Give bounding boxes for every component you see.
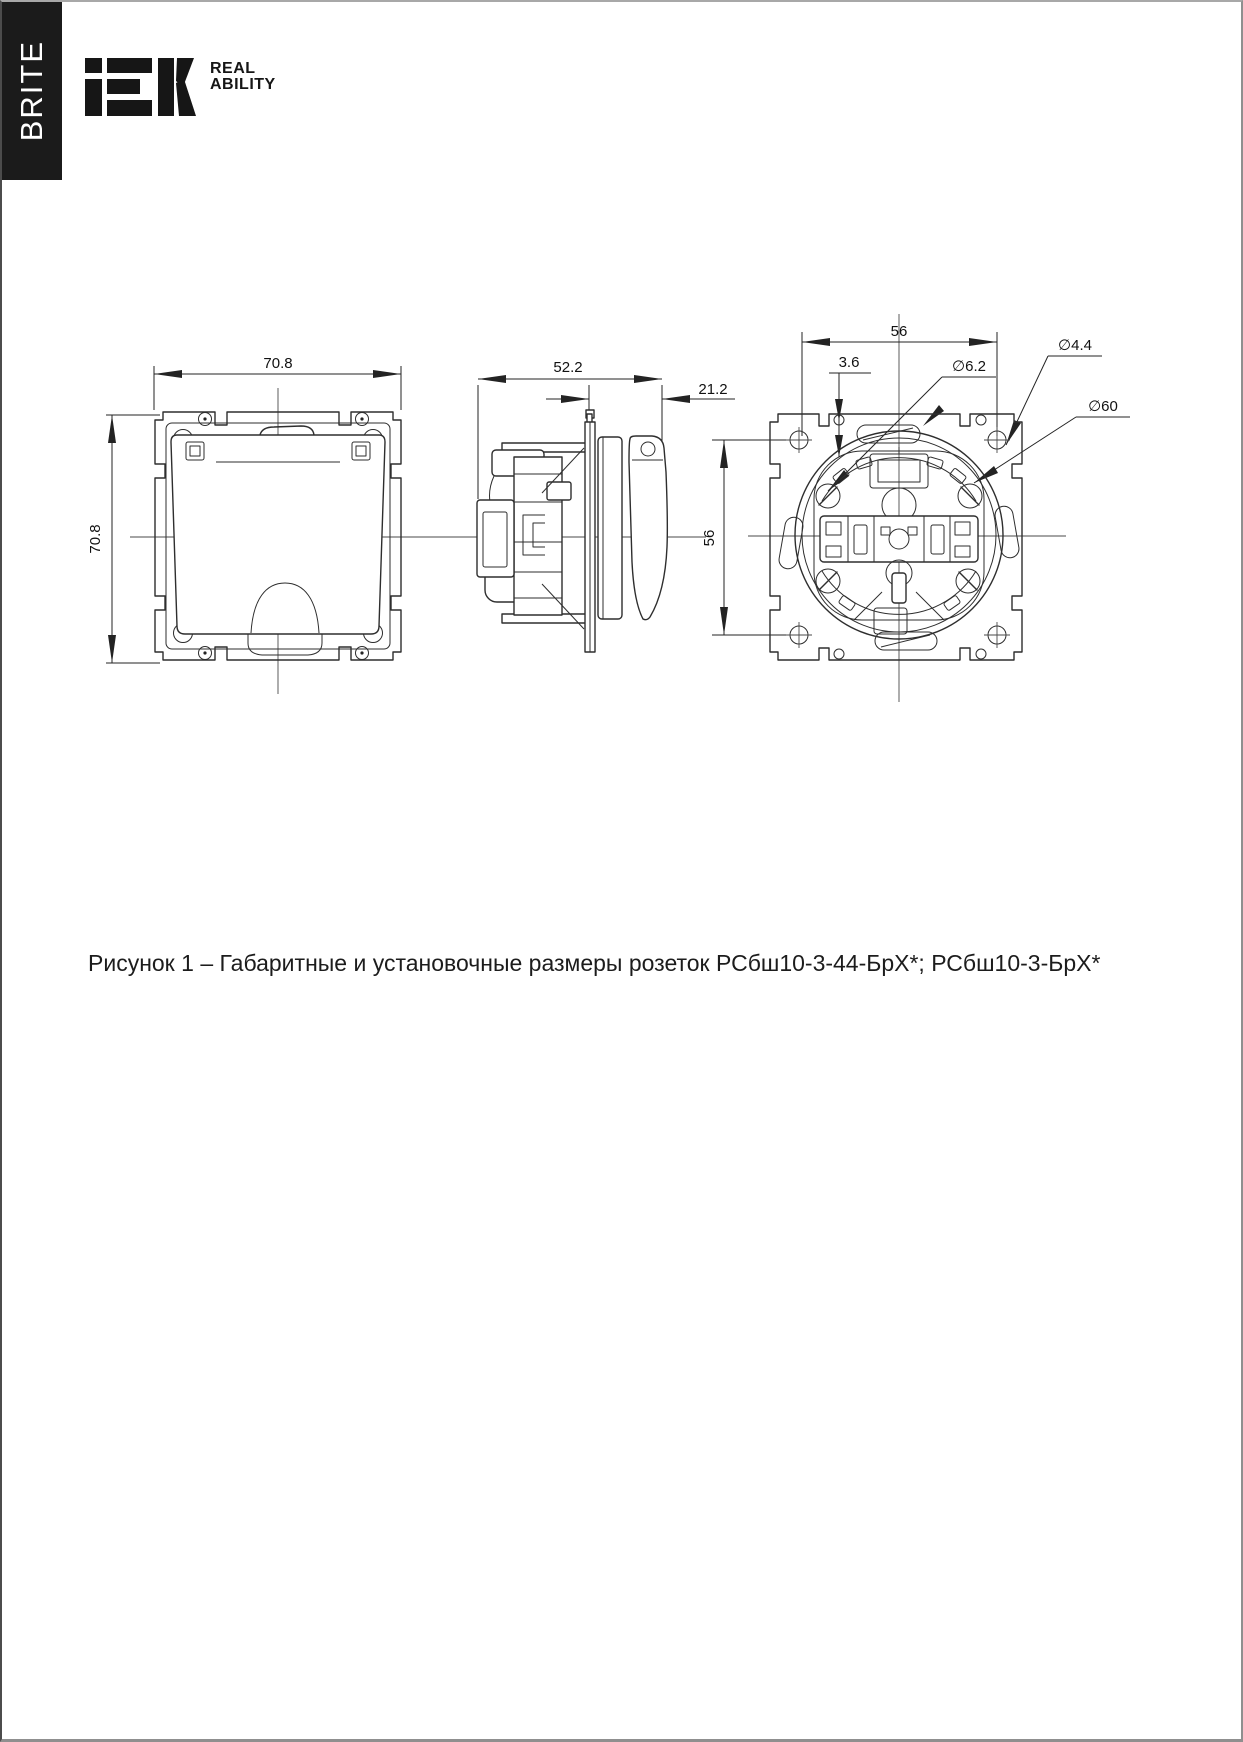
rear-view [701, 323, 1130, 660]
rear-terminal-row [820, 516, 978, 562]
rear-offset-label: 3.6 [838, 354, 860, 371]
side-mechanism [477, 410, 667, 652]
front-width-label: 70.8 [263, 355, 293, 372]
rear-claw-hole-label: ∅6.2 [952, 358, 986, 375]
rear-screw-hole-label: ∅4.4 [1058, 337, 1092, 354]
flap-lip [248, 634, 322, 655]
brite-banner-label: BRITE [14, 40, 49, 142]
front-view [87, 355, 401, 663]
side-socket-face [598, 437, 622, 619]
logo-tagline-line1: REAL [210, 60, 256, 77]
side-protrusion-dimension [546, 381, 735, 412]
side-cover-flap [629, 436, 667, 620]
rear-vspacing-label: 56 [701, 529, 718, 547]
rear-screw-hole-dimension [1006, 337, 1102, 445]
front-cover-flap [171, 426, 385, 655]
figure-caption: Рисунок 1 – Габаритные и установочные размеры розеток РСбш10-3-44-БрХ*; РСбш10-3-БрХ* [88, 950, 1101, 976]
front-width-dimension [154, 355, 401, 410]
front-height-dimension [87, 415, 160, 663]
logo-tagline-line2: ABILITY [210, 76, 276, 93]
rear-offset-dimension [829, 354, 871, 457]
technical-drawing [2, 2, 1243, 1742]
side-view [477, 359, 735, 652]
side-depth-label: 52.2 [553, 359, 583, 376]
rear-diameter-label: ∅60 [1088, 398, 1118, 415]
front-height-label: 70.8 [87, 524, 104, 554]
side-protrusion-label: 21.2 [698, 381, 728, 398]
rear-hspacing-label: 56 [890, 323, 908, 340]
rear-claw-hole-dimension [828, 358, 996, 491]
